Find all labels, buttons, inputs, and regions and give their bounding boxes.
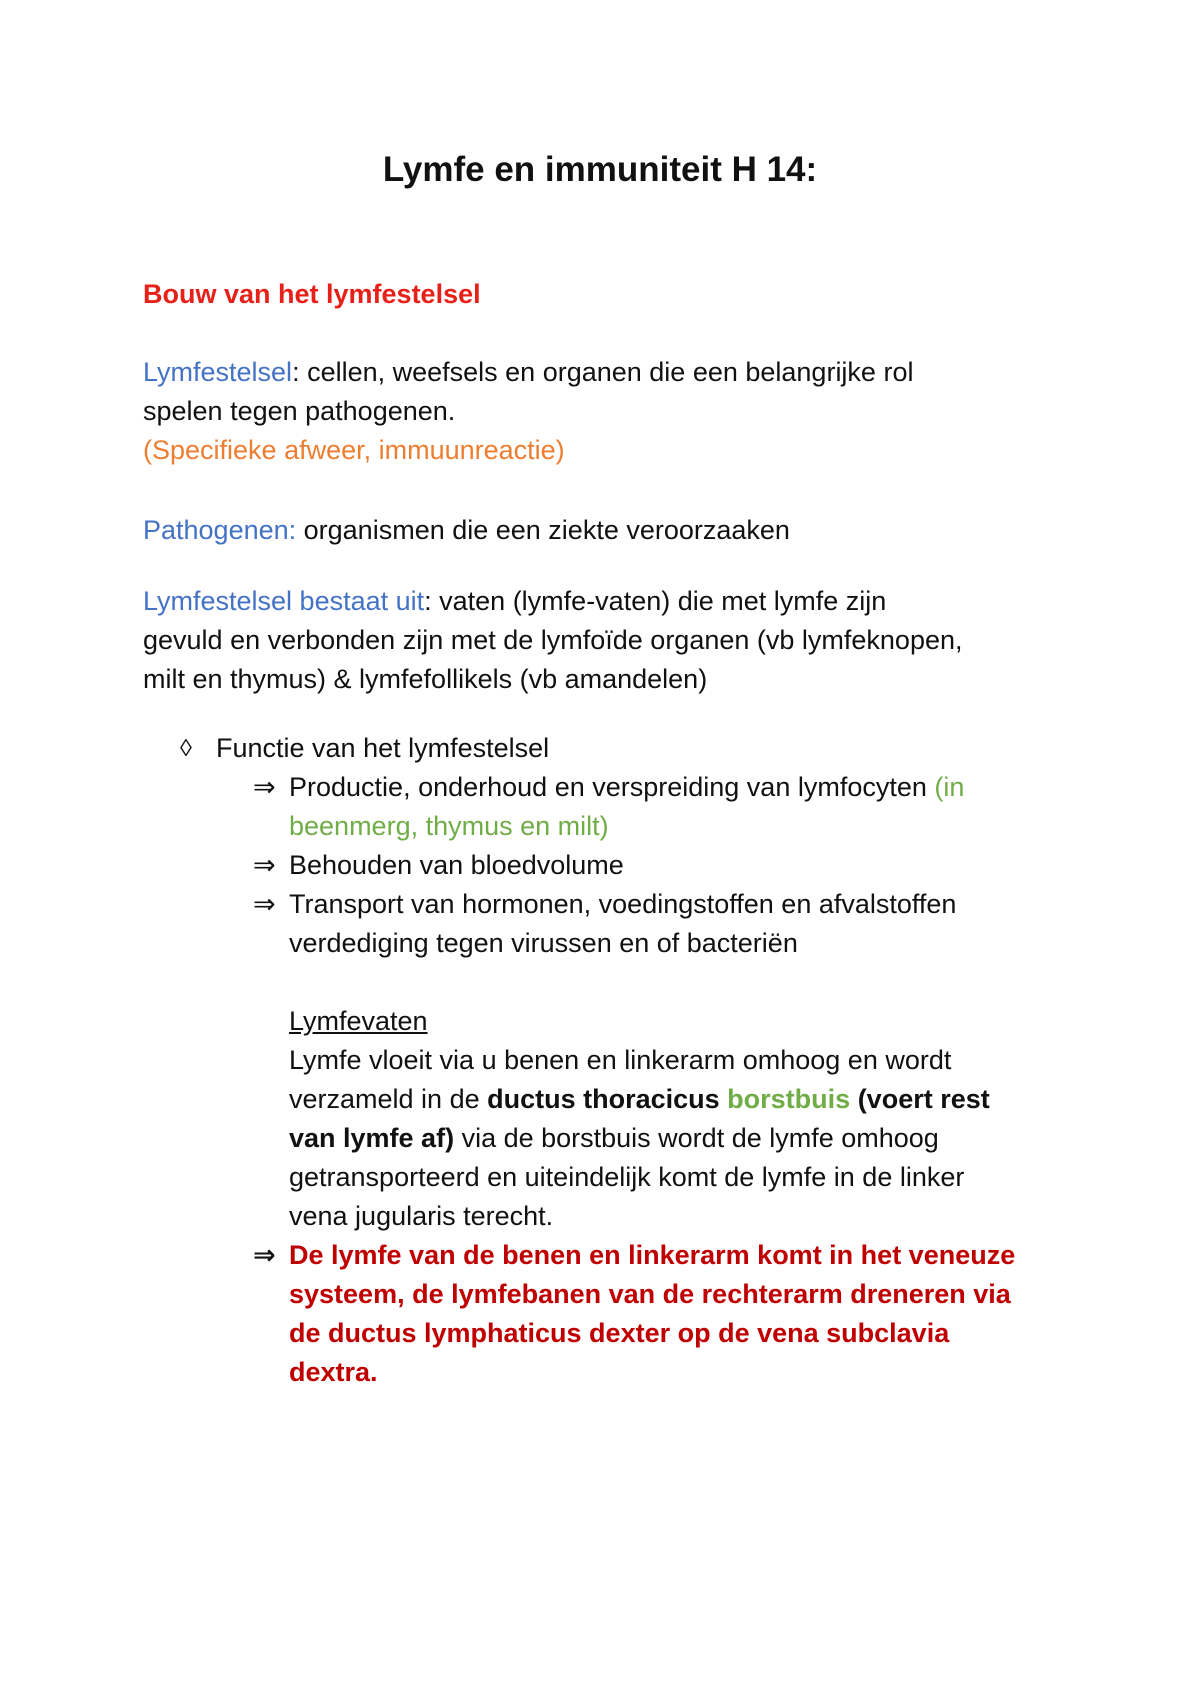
definition-bestaat-uit: : vaten (lymfe-vaten) die met lymfe zijn [424, 586, 887, 616]
definition-bestaat-uit-2: gevuld en verbonden zijn met de lymfoïde organen (vb lymfeknopen, [143, 625, 963, 655]
conclusion-line-4: dextra. [289, 1357, 378, 1387]
arrow-bullet-icon: ⇒ [253, 772, 276, 802]
lymfevaten-line-5: vena jugularis terecht. [289, 1201, 554, 1231]
arrow-bullet-icon: ⇒ [253, 889, 276, 919]
paragraph-pathogenen [143, 511, 1083, 550]
paragraph-lymfestelsel [143, 353, 1083, 470]
lymfevaten-line-4: getransporteerd en uiteindelijk komt de lymfe in de linker [289, 1162, 965, 1192]
conclusion-line-3: de ductus lymphaticus dexter op de vena subclavia [289, 1318, 950, 1348]
subheading-lymfevaten: Lymfevaten [289, 1006, 428, 1036]
item-text: Transport van hormonen, voedingstoffen en afvalstoffen [289, 889, 957, 919]
definition-bestaat-uit-3: milt en thymus) & lymfefollikels (vb amandelen) [143, 664, 708, 694]
functie-heading: Functie van het lymfestelsel [216, 733, 550, 763]
arrow-bullet-icon: ⇒ [253, 850, 276, 880]
term-pathogenen: Pathogenen: [143, 515, 297, 545]
item-text-2: verdediging tegen virussen en of bacteriën [289, 928, 798, 958]
arrow-bullet-icon: ⇒ [253, 1240, 276, 1270]
definition-text-2: spelen tegen pathogenen. [143, 396, 456, 426]
paragraph-bestaat-uit [143, 582, 1083, 699]
term-borstbuis: borstbuis [727, 1084, 851, 1114]
item-note-green-2: beenmerg, thymus en milt) [289, 811, 609, 841]
item-text: Productie, onderhoud en verspreiding van lymfocyten [289, 772, 935, 802]
lymfevaten-line-3: van lymfe af) via de borstbuis wordt de lymfe omhoog [289, 1123, 939, 1153]
definition-text: : cellen, weefsels en organen die een belangrijke rol [292, 357, 914, 387]
term-bestaat-uit: Lymfestelsel bestaat uit [143, 586, 425, 616]
item-note-green: (in [934, 772, 965, 802]
diamond-bullet-icon: ◊ [180, 735, 192, 762]
conclusion-line-2: systeem, de lymfebanen van de rechterarm dreneren via [289, 1279, 1011, 1309]
item-text: Behouden van bloedvolume [289, 850, 624, 880]
conclusion-line-1: De lymfe van de benen en linkerarm komt in het veneuze [289, 1240, 1016, 1270]
note-specifieke-afweer: (Specifieke afweer, immuunreactie) [143, 435, 565, 465]
lymfevaten-line-2: verzameld in de ductus thoracicus borstbuis (voert rest [289, 1084, 990, 1114]
section-heading: Bouw van het lymfestelsel [143, 279, 481, 309]
term-ductus-thoracicus: ductus thoracicus [487, 1084, 720, 1114]
definition-pathogenen: organismen die een ziekte veroorzaaken [296, 515, 790, 545]
lymfevaten-line-1: Lymfe vloeit via u benen en linkerarm omhoog en wordt [289, 1045, 952, 1075]
page-title: Lymfe en immuniteit H 14: [382, 150, 818, 189]
term-lymfestelsel: Lymfestelsel [143, 357, 293, 387]
